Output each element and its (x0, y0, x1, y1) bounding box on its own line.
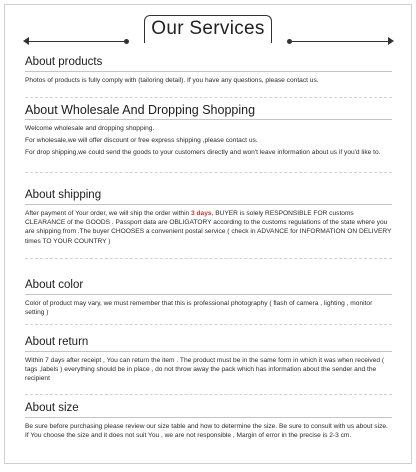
section-about-products (25, 55, 392, 98)
section-about-color (25, 278, 392, 325)
page-title: Our Services (151, 18, 265, 39)
section-divider (25, 71, 392, 72)
shipping-text-start: After payment of Your order, we will ship the order within (25, 210, 192, 217)
section-dashed-divider (25, 258, 392, 259)
section-divider (25, 204, 392, 205)
section-dashed-divider (25, 324, 392, 325)
section-heading: About products (25, 56, 103, 68)
section-heading: About size (25, 402, 79, 414)
section-text-line-2: For wholesale,we will offer discount or free express shipping ,please contact us. (25, 137, 258, 145)
section-heading: About return (25, 336, 89, 348)
section-heading: About Wholesale And Dropping Shopping (25, 103, 256, 117)
section-about-wholesale (25, 103, 392, 173)
section-divider (25, 417, 392, 418)
shipping-days-highlight: 3 days (191, 210, 212, 217)
section-text: Photos of products is fully comply with (tailoring detail). If you have any questions, please contact us. (25, 77, 319, 84)
section-text: Within 7 days after receipt , You can return the item . The product must be in the same form in which it was when received ( tags ,labels ) everything should be in place , do not throw away the pack which has information about the sender and the recipient (25, 357, 385, 383)
section-about-size (25, 401, 392, 440)
section-dashed-divider (25, 97, 392, 98)
shipping-text-end: , BUYER is solely RESPONSIBLE FOR customs CLEARANCE of the GOODS . Passport data are OBLIGATORY according to the customs regulations of the state where you are shipping from .The buyer CHOOSES a convenient postal service ( check in ADVANCE for INFORMATION ON DELIVERY times TO YOUR COUNTRY ) (25, 210, 392, 245)
header-rule-right (291, 41, 389, 42)
section-text: Color of product may vary, we must remember that this is professional photography ( flash of camera , lighting , monitor setting ) (25, 300, 373, 317)
section-text (25, 209, 392, 246)
section-text-line-1: Welcome wholesale and dropping shopping. (25, 125, 155, 132)
section-divider (25, 351, 392, 352)
section-dashed-divider (25, 172, 392, 173)
section-text-line-3: For drop shipping,we could send the goods to your customers directly and won't leave information about us if you'd like to. (25, 149, 381, 157)
section-heading: About color (25, 279, 84, 291)
header-rule-left (27, 41, 125, 42)
title-box (144, 15, 272, 43)
section-divider (25, 294, 392, 295)
section-divider (25, 119, 392, 120)
services-header (5, 5, 411, 45)
header-dot-left-icon (124, 39, 129, 44)
services-page (4, 4, 412, 464)
right-arrow-ornament-icon (388, 37, 394, 45)
section-dashed-divider (25, 394, 392, 395)
section-heading: About shipping (25, 189, 102, 201)
section-about-shipping (25, 188, 392, 259)
section-about-return (25, 335, 392, 395)
section-text: Be sure before purchasing please review our size table and how to determine the size. Be sure to consult with us about size. If You choose the size and it does not suit You , we are not responsible , Margin of error in the precise is 2-3 cm. (25, 423, 388, 440)
